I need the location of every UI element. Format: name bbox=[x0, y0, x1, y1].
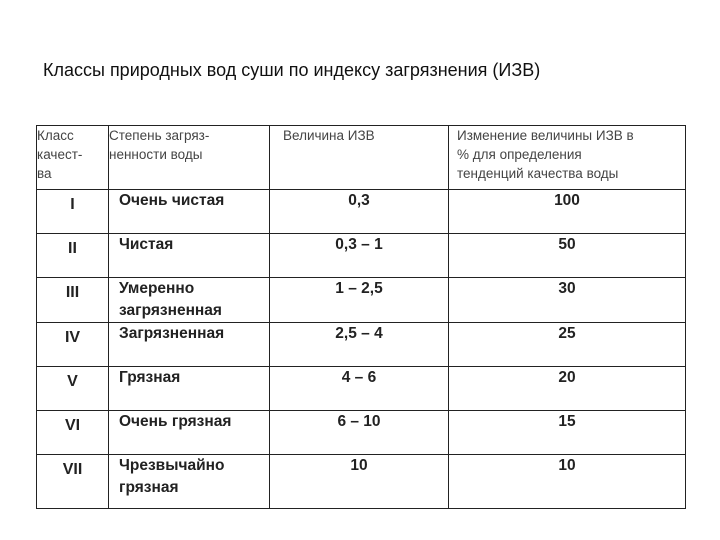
degree-cell bbox=[109, 367, 270, 411]
table-row bbox=[37, 234, 686, 278]
izv-change-cell: 25 bbox=[449, 323, 686, 367]
degree-line: Чистая bbox=[119, 236, 174, 253]
degree-line: Очень чистая bbox=[119, 192, 225, 209]
header-line: Степень загряз- bbox=[109, 128, 210, 143]
header-line: Величина ИЗВ bbox=[283, 128, 375, 143]
header-class bbox=[37, 126, 109, 190]
header-line: % для определения bbox=[457, 147, 582, 162]
degree-cell bbox=[109, 323, 270, 367]
header-degree bbox=[109, 126, 270, 190]
izv-change-cell: 15 bbox=[449, 411, 686, 455]
table-row bbox=[37, 455, 686, 509]
izv-value-cell: 2,5 – 4 bbox=[270, 323, 449, 367]
degree-cell bbox=[109, 411, 270, 455]
izv-value-cell: 0,3 bbox=[270, 190, 449, 234]
header-line: ненности воды bbox=[109, 147, 203, 162]
degree-line: Чрезвычайно bbox=[119, 457, 225, 474]
degree-line: Умеренно bbox=[119, 280, 195, 297]
izv-change-cell: 30 bbox=[449, 278, 686, 323]
table-row bbox=[37, 411, 686, 455]
header-izv-value bbox=[270, 126, 449, 190]
degree-cell bbox=[109, 190, 270, 234]
header-line: Класс bbox=[37, 128, 74, 143]
izv-value-cell: 1 – 2,5 bbox=[270, 278, 449, 323]
izv-value-cell: 6 – 10 bbox=[270, 411, 449, 455]
izv-change-cell: 10 bbox=[449, 455, 686, 509]
header-line: качест- bbox=[37, 147, 83, 162]
class-cell: III bbox=[37, 278, 109, 323]
page-title: Классы природных вод суши по индексу загрязнения (ИЗВ) bbox=[43, 60, 541, 80]
header-line: Изменение величины ИЗВ в bbox=[457, 128, 634, 143]
izv-change-cell: 20 bbox=[449, 367, 686, 411]
degree-cell bbox=[109, 278, 270, 323]
table-row bbox=[37, 367, 686, 411]
izv-change-cell: 100 bbox=[449, 190, 686, 234]
izv-change-cell: 50 bbox=[449, 234, 686, 278]
class-cell: I bbox=[37, 190, 109, 234]
class-cell: VII bbox=[37, 455, 109, 509]
degree-line: грязная bbox=[119, 479, 179, 496]
class-cell: II bbox=[37, 234, 109, 278]
degree-line: Загрязненная bbox=[119, 325, 225, 342]
table-row bbox=[37, 278, 686, 323]
degree-cell bbox=[109, 455, 270, 509]
table-header-row bbox=[37, 126, 686, 190]
degree-line: загрязненная bbox=[119, 302, 222, 319]
header-izv-change bbox=[449, 126, 686, 190]
class-cell: VI bbox=[37, 411, 109, 455]
table-row bbox=[37, 323, 686, 367]
header-line: тенденций качества воды bbox=[457, 166, 619, 181]
izv-value-cell: 10 bbox=[270, 455, 449, 509]
degree-cell bbox=[109, 234, 270, 278]
izv-value-cell: 4 – 6 bbox=[270, 367, 449, 411]
class-cell: IV bbox=[37, 323, 109, 367]
degree-line: Грязная bbox=[119, 369, 181, 386]
table-row bbox=[37, 190, 686, 234]
degree-line: Очень грязная bbox=[119, 413, 232, 430]
water-quality-table bbox=[36, 125, 686, 509]
class-cell: V bbox=[37, 367, 109, 411]
izv-value-cell: 0,3 – 1 bbox=[270, 234, 449, 278]
header-line: ва bbox=[37, 166, 52, 181]
